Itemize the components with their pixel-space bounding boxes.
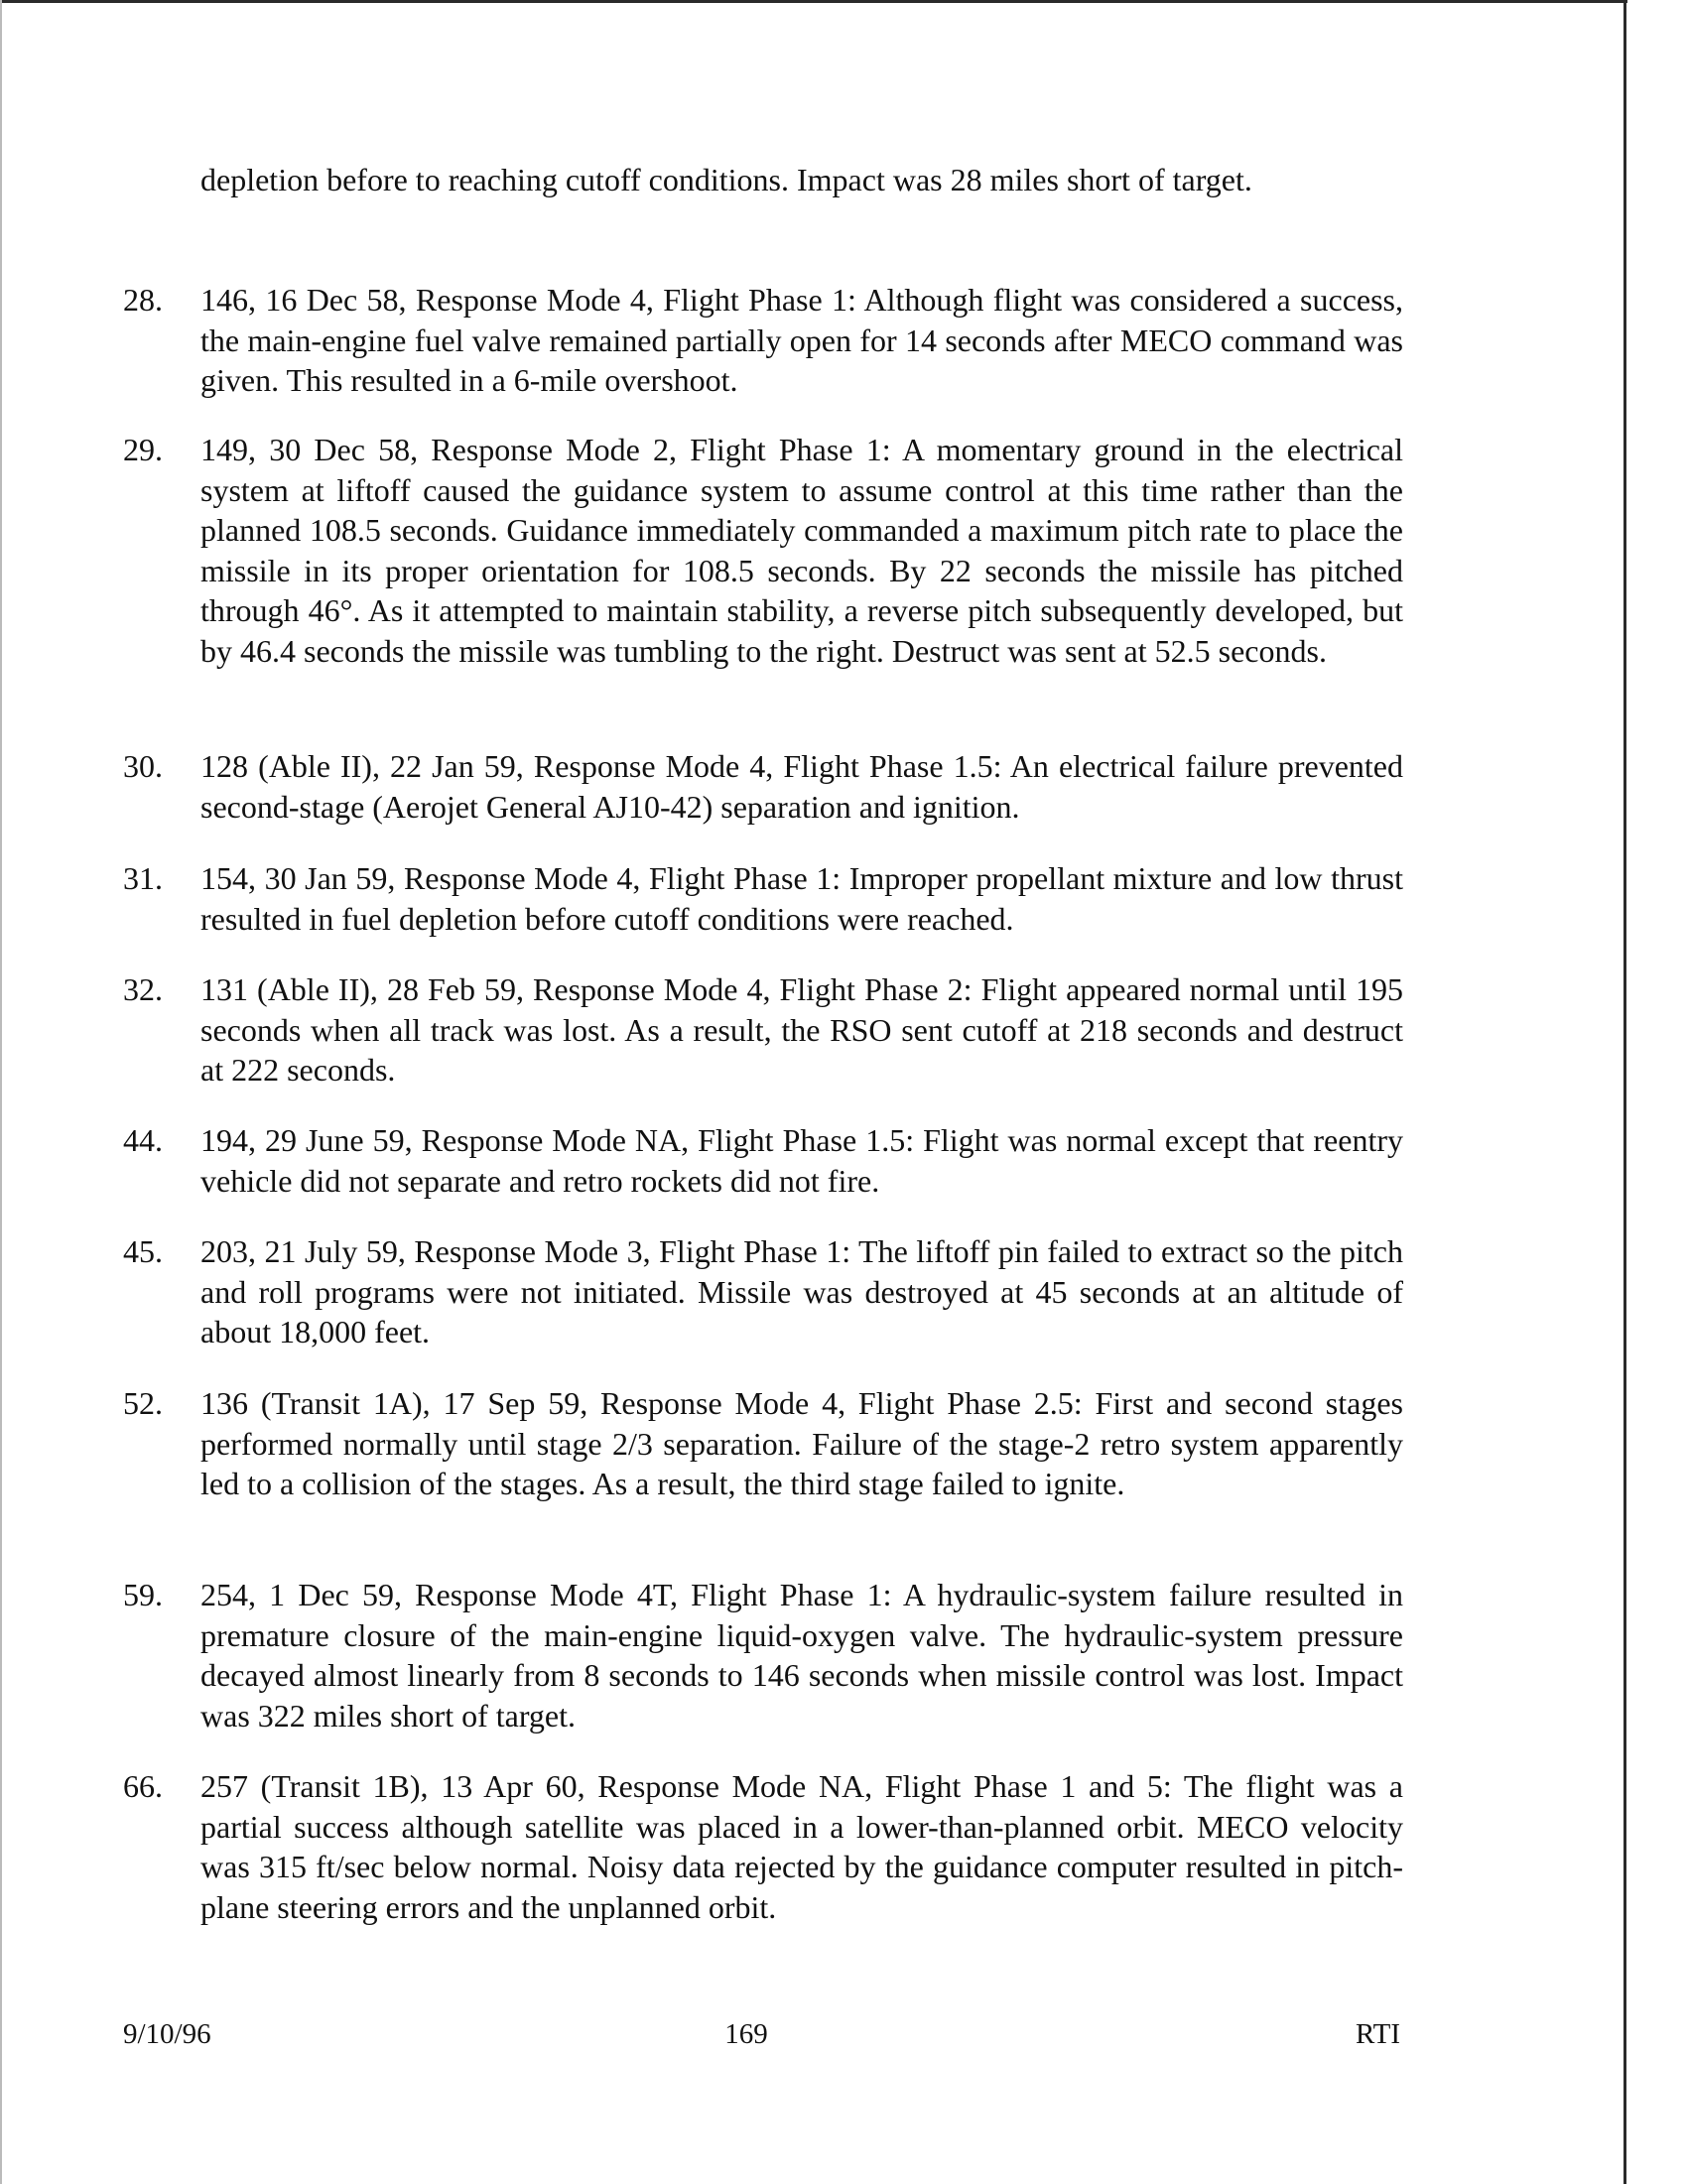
- footer-organization: RTI: [1356, 2018, 1400, 2050]
- entry-number: 31.: [123, 860, 163, 896]
- lead-paragraph: depletion before to reaching cutoff conditions. Impact was 28 miles short of target.: [200, 162, 1252, 197]
- entry-number: 28.: [123, 282, 163, 318]
- entry-text: 257 (Transit 1B), 13 Apr 60, Response Mode NA, Flight Phase 1 and 5: The flight was a partial success although satellite was placed in a lower-than-planned orbit. MECO velocity was 315 ft/sec below normal. Noisy data rejected by the guidance computer resulted in pitch-plane steering errors and the unplanned orbit.: [200, 1768, 1403, 1925]
- entry-text: 254, 1 Dec 59, Response Mode 4T, Flight Phase 1: A hydraulic-system failure resulted in premature closure of the main-engine liquid-oxygen valve. The hydraulic-system pressure decayed almost linearly from 8 seconds to 146 seconds when missile control was lost. Impact was 322 miles short of target.: [200, 1577, 1403, 1734]
- footer-date: 9/10/96: [123, 2018, 211, 2050]
- page-number: 169: [724, 2018, 768, 2050]
- entry-text: 149, 30 Dec 58, Response Mode 2, Flight Phase 1: A momentary ground in the electrical system at liftoff caused the guidance system to assume control at this time rather than the planned 108.5 seconds. Guidance immediately commanded a maximum pitch rate to place the missile in its proper orientation for 108.5 seconds. By 22 seconds the missile has pitched through 46°. As it attempted to maintain stability, a reverse pitch subsequently developed, but by 46.4 seconds the missile was tumbling to the right. Destruct was sent at 52.5 seconds.: [200, 432, 1403, 669]
- entry-text: 154, 30 Jan 59, Response Mode 4, Flight Phase 1: Improper propellant mixture and low thrust resulted in fuel depletion before cutoff conditions were reached.: [200, 860, 1403, 937]
- entry-text: 203, 21 July 59, Response Mode 3, Flight Phase 1: The liftoff pin failed to extract so the pitch and roll programs were not initiated. Missile was destroyed at 45 seconds at an altitude of about 18,000 feet.: [200, 1233, 1403, 1349]
- entry-text: 146, 16 Dec 58, Response Mode 4, Flight Phase 1: Although flight was considered a success, the main-engine fuel valve remained partially open for 14 seconds after MECO command was given. This resulted in a 6-mile overshoot.: [200, 282, 1403, 398]
- entry-number: 32.: [123, 971, 163, 1007]
- entry-text: 194, 29 June 59, Response Mode NA, Flight Phase 1.5: Flight was normal except that reentry vehicle did not separate and retro rockets did not fire.: [200, 1122, 1403, 1199]
- entry-number: 29.: [123, 432, 163, 467]
- entry-number: 45.: [123, 1233, 163, 1269]
- entry-text: 128 (Able II), 22 Jan 59, Response Mode 4, Flight Phase 1.5: An electrical failure prevented second-stage (Aerojet General AJ10-42) separation and ignition.: [200, 748, 1403, 825]
- entry-number: 66.: [123, 1768, 163, 1804]
- entry-text: 131 (Able II), 28 Feb 59, Response Mode 4, Flight Phase 2: Flight appeared normal until 195 seconds when all track was lost. As a result, the RSO sent cutoff at 218 seconds and destruct at 222 seconds.: [200, 971, 1403, 1088]
- entry-number: 52.: [123, 1385, 163, 1421]
- entry-number: 44.: [123, 1122, 163, 1158]
- entry-text: 136 (Transit 1A), 17 Sep 59, Response Mode 4, Flight Phase 2.5: First and second stages performed normally until stage 2/3 separation. Failure of the stage-2 retro system apparently led to a collision of the stages. As a result, the third stage failed to ignite.: [200, 1385, 1403, 1501]
- entry-number: 30.: [123, 748, 163, 784]
- entry-number: 59.: [123, 1577, 163, 1612]
